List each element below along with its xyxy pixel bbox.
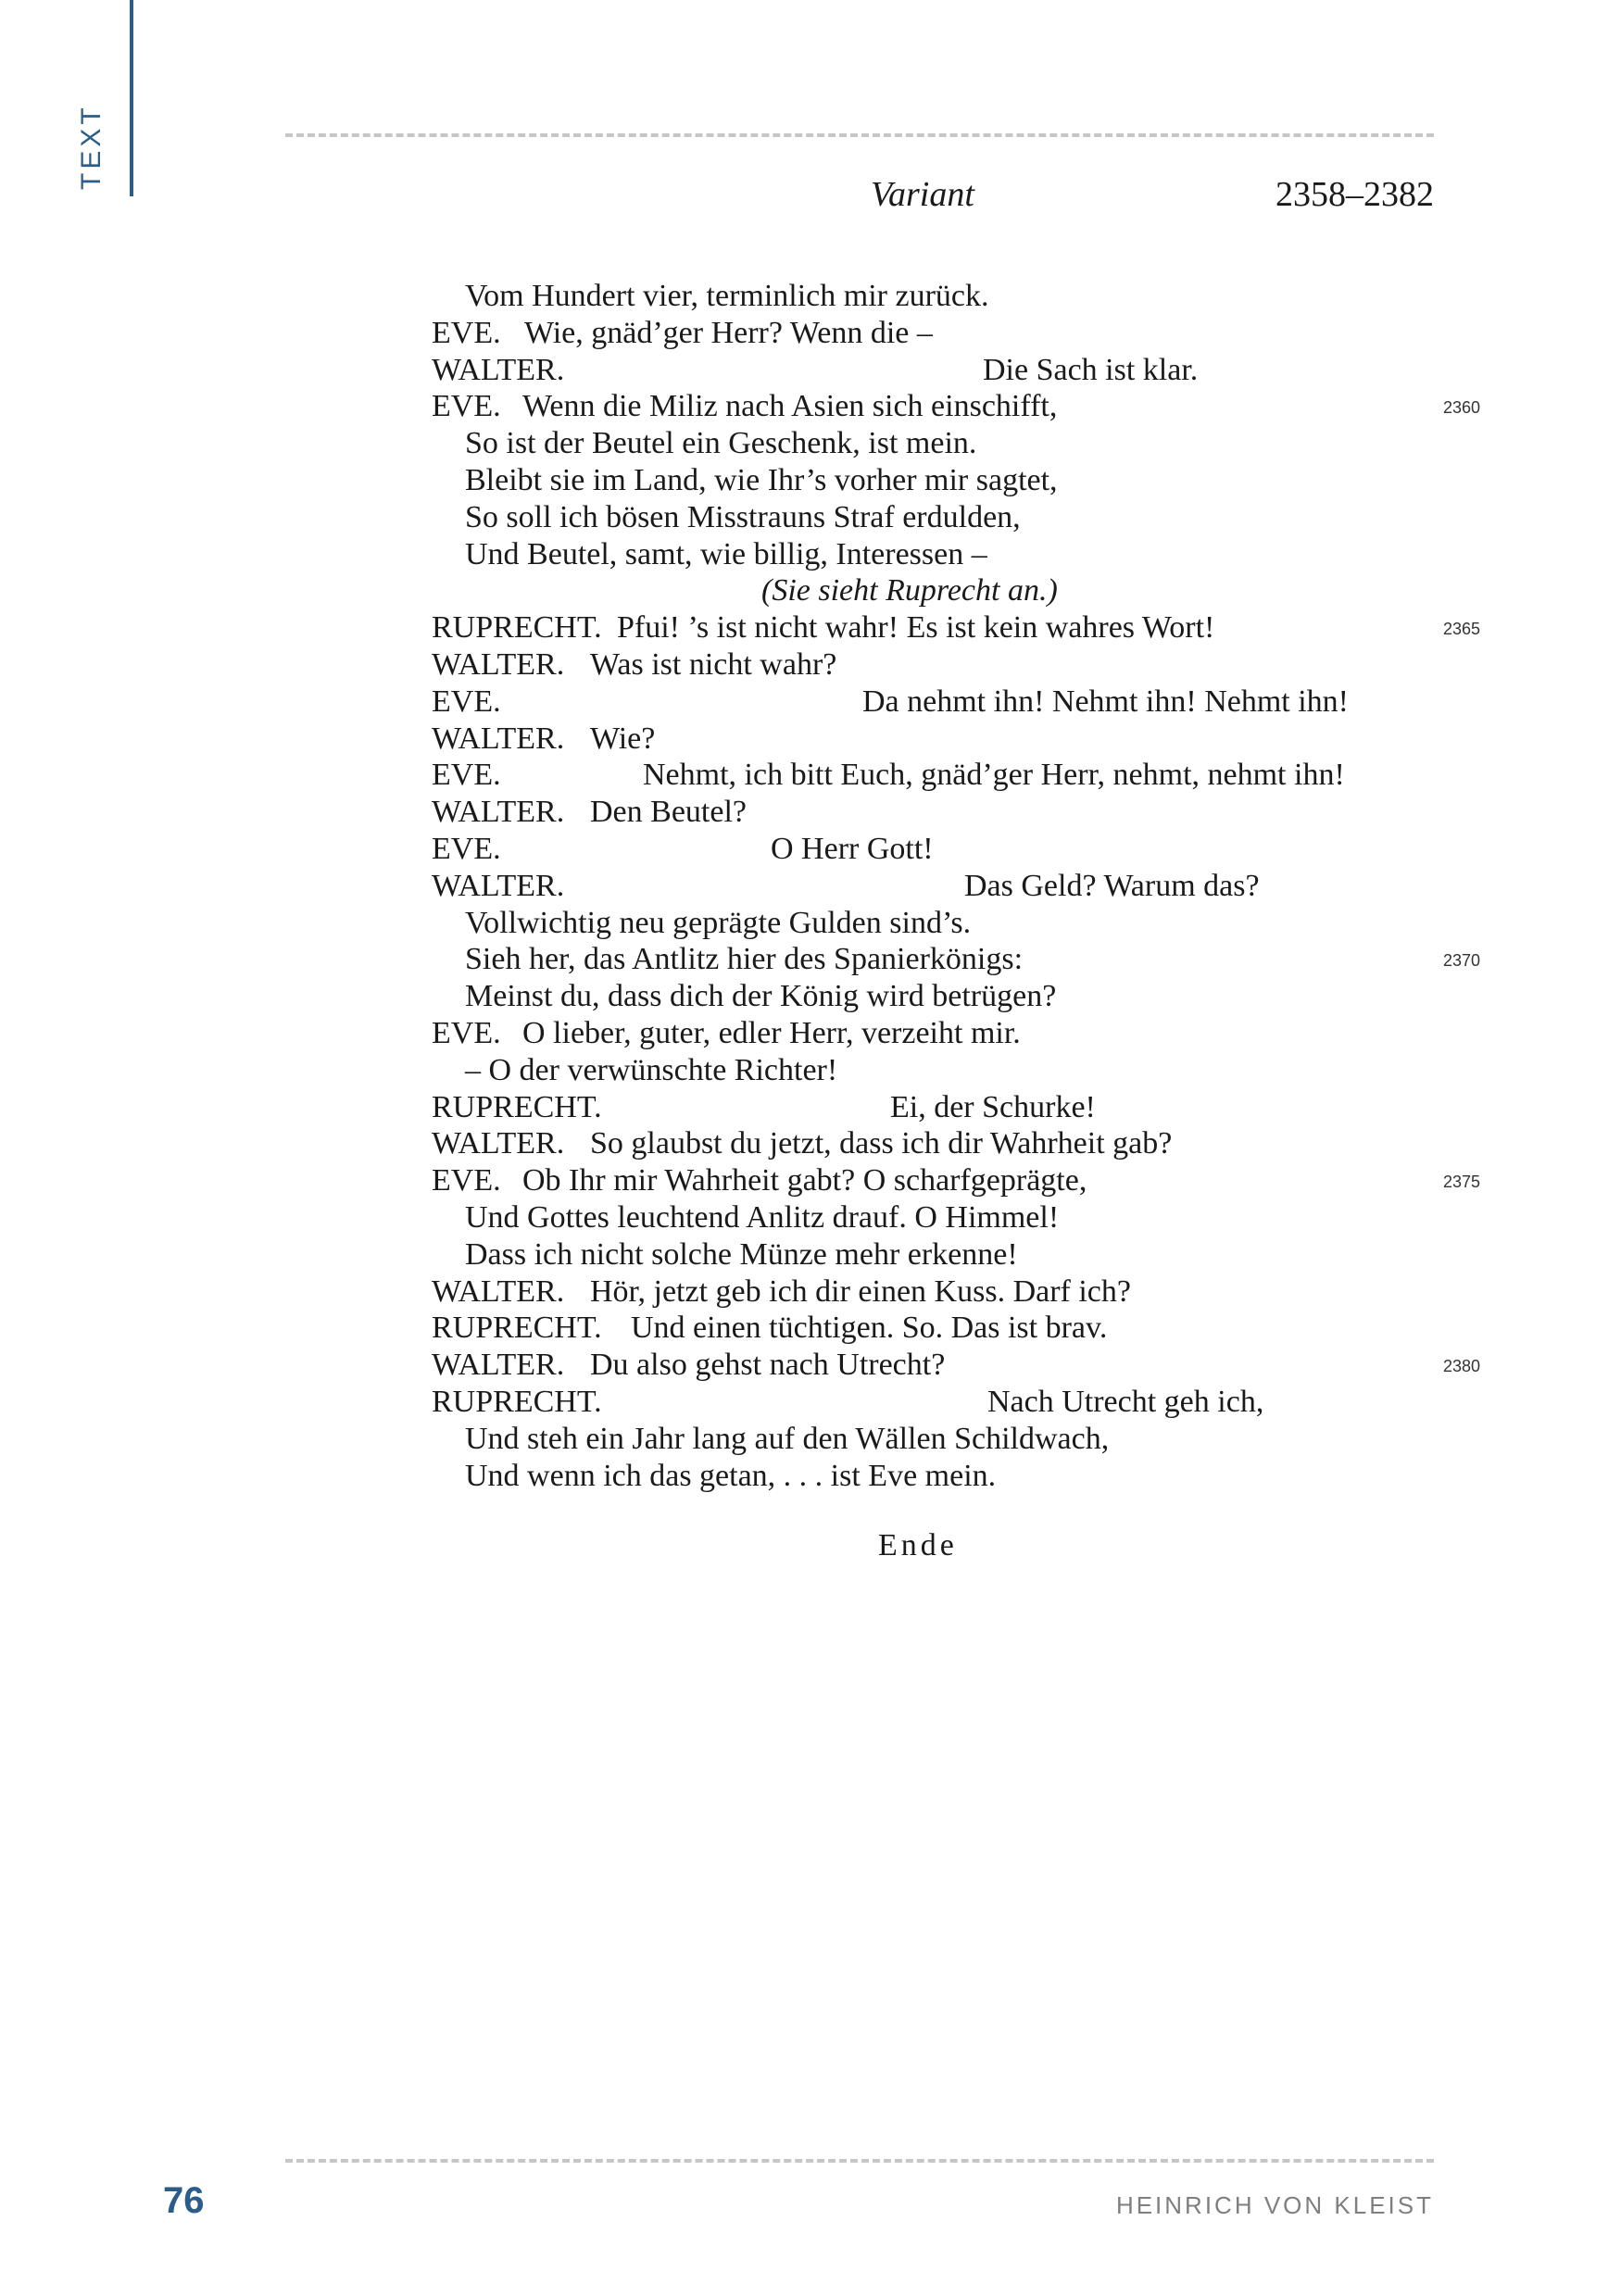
section-tab-label: TEXT <box>76 104 107 190</box>
line-text: Und wenn ich das getan, . . . ist Eve mein. <box>465 1458 997 1493</box>
speaker-name: WALTER. <box>432 721 565 756</box>
line-text: Wie? <box>590 721 656 756</box>
page-number: 76 <box>163 2180 205 2221</box>
verse-line <box>432 315 1478 352</box>
verse-line <box>432 1458 1478 1495</box>
verse-line <box>432 1347 1481 1384</box>
line-text: Und einen tüchtigen. So. Das ist brav. <box>631 1311 1108 1346</box>
speaker-name: WALTER. <box>432 1348 565 1383</box>
speaker-name: WALTER. <box>432 352 565 387</box>
verse-line <box>432 462 1478 499</box>
verse-line <box>432 831 1478 868</box>
verse-line <box>432 1089 1478 1126</box>
line-text: Nehmt, ich bitt Euch, gnäd’ger Herr, nehmt, nehmt ihn! <box>643 758 1345 793</box>
verse-line <box>432 536 1478 573</box>
speaker-name: RUPRECHT. <box>432 610 602 646</box>
speaker-name: EVE. <box>432 684 501 719</box>
footer-divider <box>285 2159 1434 2163</box>
speaker-name: RUPRECHT. <box>432 1089 602 1124</box>
line-text: Da nehmt ihn! Nehmt ihn! Nehmt ihn! <box>862 684 1350 719</box>
line-text: Vom Hundert vier, terminlich mir zurück. <box>465 279 989 313</box>
side-rule <box>130 0 133 196</box>
speaker-name: EVE. <box>432 1163 501 1198</box>
verse-line <box>432 941 1481 978</box>
verse-line <box>432 1310 1478 1347</box>
line-text: Hör, jetzt geb ich dir einen Kuss. Darf ich? <box>590 1273 1131 1309</box>
verse-line <box>432 757 1478 794</box>
play-text <box>432 278 1481 1494</box>
speaker-name: EVE. <box>432 758 501 793</box>
line-text: O Herr Gott! <box>771 831 934 866</box>
line-text: Meinst du, dass dich der König wird betrügen? <box>465 979 1057 1014</box>
speaker-name: WALTER. <box>432 1273 565 1309</box>
line-text: So ist der Beutel ein Geschenk, ist mein. <box>465 426 977 461</box>
line-range: 2358–2382 <box>1275 175 1434 214</box>
verse-line <box>432 572 1478 609</box>
verse-line <box>432 978 1478 1015</box>
ending-marker: Ende <box>878 1528 958 1562</box>
running-header <box>285 174 1434 230</box>
verse-line <box>432 1236 1478 1273</box>
line-number: 2380 <box>1443 1357 1481 1376</box>
verse-line <box>432 868 1478 905</box>
verse-line <box>432 1162 1481 1199</box>
line-text: Den Beutel? <box>590 795 747 830</box>
speaker-name: EVE. <box>432 831 501 866</box>
verse-line <box>432 1273 1478 1311</box>
line-text: Du also gehst nach Utrecht? <box>590 1348 946 1383</box>
line-text: Wenn die Miliz nach Asien sich einschifft, <box>522 389 1058 424</box>
line-text: Bleibt sie im Land, wie Ihr’s vorher mir sagtet, <box>465 462 1058 497</box>
verse-line <box>432 278 1478 315</box>
running-footer-author: HEINRICH VON KLEIST <box>1115 2191 1434 2219</box>
verse-line <box>432 499 1478 536</box>
speaker-name: WALTER. <box>432 795 565 830</box>
line-text: – O der verwünschte Richter! <box>465 1052 838 1087</box>
verse-line <box>432 1421 1478 1458</box>
speaker-name: EVE. <box>432 389 501 424</box>
line-number: 2375 <box>1443 1173 1481 1192</box>
line-text: Pfui! ’s ist nicht wahr! Es ist kein wahres Wort! <box>617 610 1215 646</box>
verse-line <box>432 609 1481 646</box>
line-text: Vollwichtig neu geprägte Gulden sind’s. <box>465 905 972 940</box>
line-text: Was ist nicht wahr? <box>590 646 837 682</box>
line-number: 2360 <box>1443 398 1481 418</box>
line-number: 2370 <box>1443 951 1481 971</box>
line-text: O lieber, guter, edler Herr, verzeiht mir. <box>522 1015 1021 1050</box>
section-title: Variant <box>871 175 974 214</box>
line-text: Und Gottes leuchtend Anlitz drauf. O Himmel! <box>465 1199 1060 1235</box>
speaker-name: RUPRECHT. <box>432 1384 602 1419</box>
verse-line <box>432 1199 1478 1236</box>
line-text: Sieh her, das Antlitz hier des Spanierkönigs: <box>465 942 1024 977</box>
line-text: Und Beutel, samt, wie billig, Interessen – <box>465 536 987 571</box>
line-text: So glaubst du jetzt, dass ich dir Wahrheit gab? <box>590 1126 1173 1161</box>
line-text: Das Geld? Warum das? <box>964 868 1260 903</box>
line-text: Nach Utrecht geh ich, <box>987 1384 1264 1419</box>
speaker-name: WALTER. <box>432 868 565 903</box>
header-divider <box>285 133 1434 137</box>
line-text: So soll ich bösen Misstrauns Straf erdulden, <box>465 499 1021 534</box>
verse-line <box>432 794 1478 831</box>
stage-direction: (Sie sieht Ruprecht an.) <box>761 573 1058 609</box>
line-text: Die Sach ist klar. <box>983 352 1199 387</box>
speaker-name: WALTER. <box>432 1126 565 1161</box>
line-number: 2365 <box>1443 620 1481 639</box>
verse-line <box>432 646 1478 684</box>
verse-line <box>432 1052 1478 1089</box>
verse-line <box>432 684 1478 721</box>
line-text: Ei, der Schurke! <box>890 1089 1096 1124</box>
verse-line <box>432 352 1478 389</box>
verse-line <box>432 721 1478 758</box>
speaker-name: RUPRECHT. <box>432 1311 602 1346</box>
speaker-name: EVE. <box>432 1015 501 1050</box>
verse-line <box>432 425 1478 462</box>
verse-line <box>432 1125 1478 1162</box>
verse-line <box>432 1015 1478 1052</box>
line-text: Dass ich nicht solche Münze mehr erkenne! <box>465 1236 1018 1272</box>
line-text: Und steh ein Jahr lang auf den Wällen Schildwach, <box>465 1421 1110 1456</box>
verse-line <box>432 1384 1478 1421</box>
line-text: Ob Ihr mir Wahrheit gabt? O scharfgeprägte, <box>522 1163 1087 1198</box>
verse-line <box>432 388 1481 425</box>
speaker-name: WALTER. <box>432 646 565 682</box>
verse-line <box>432 905 1478 942</box>
line-text: Wie, gnäd’ger Herr? Wenn die – <box>524 315 933 350</box>
speaker-name: EVE. <box>432 315 501 350</box>
